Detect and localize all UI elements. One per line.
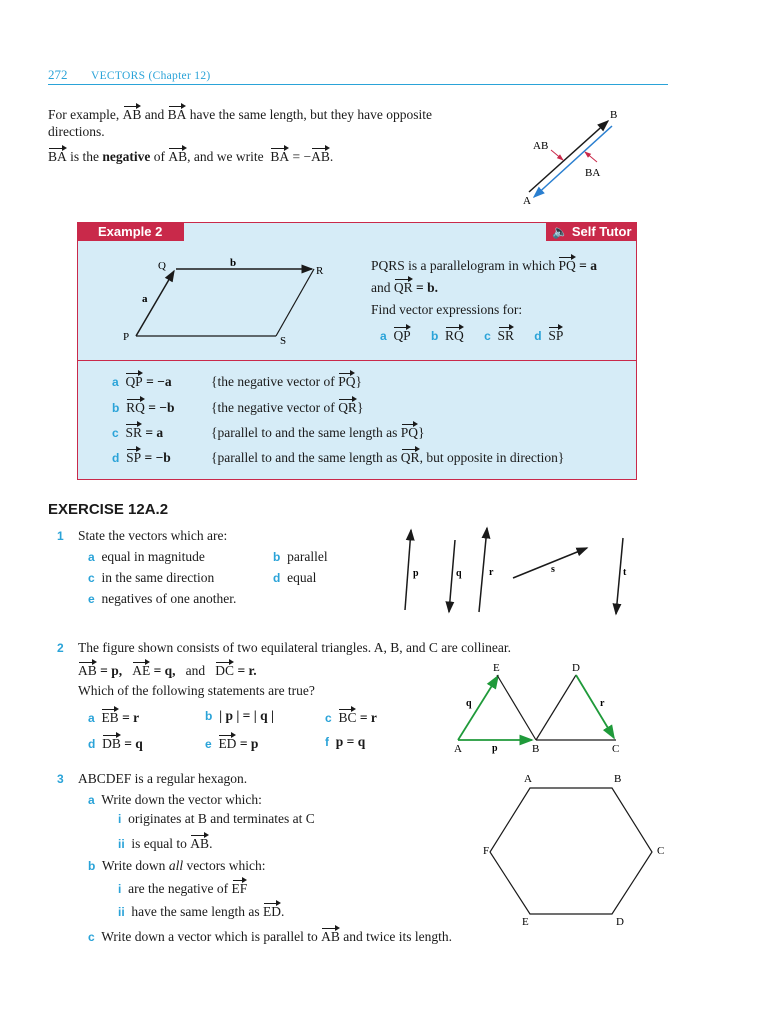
label-e: E bbox=[493, 662, 500, 674]
q2-opt-c: c BC = r bbox=[325, 707, 377, 727]
label-a: a bbox=[142, 293, 148, 305]
solution-b: b RQ = −b bbox=[112, 397, 175, 417]
label-b: B bbox=[614, 773, 622, 785]
q3-part-a: a Write down the vector which: bbox=[88, 792, 262, 807]
intro-line-2: directions. bbox=[48, 124, 105, 139]
label-b: B bbox=[610, 109, 618, 121]
vector-ba-line bbox=[534, 126, 612, 197]
example-divider bbox=[77, 360, 637, 361]
label-p: p bbox=[413, 568, 419, 579]
label-b: B bbox=[532, 743, 540, 755]
hexagon-figure bbox=[480, 768, 670, 930]
exercise-title: EXERCISE 12A.2 bbox=[48, 501, 169, 518]
label-r: R bbox=[316, 265, 324, 277]
label-t: t bbox=[623, 567, 627, 578]
q1-opt-d: d equal bbox=[273, 570, 317, 585]
q1-opt-b: b parallel bbox=[273, 549, 328, 564]
label-q: Q bbox=[158, 260, 166, 272]
q1-stem: State the vectors which are: bbox=[78, 528, 228, 543]
q2-opt-d: d DB = q bbox=[88, 733, 143, 753]
q2-number: 2 bbox=[57, 641, 64, 655]
q3-part-a-i: i originates at B and terminates at C bbox=[118, 811, 315, 826]
q3-number: 3 bbox=[57, 772, 64, 786]
solution-d: d SP = −b bbox=[112, 447, 171, 467]
chapter-title: VECTORS (Chapter 12) bbox=[91, 70, 211, 82]
self-tutor-label: Self Tutor bbox=[571, 224, 632, 239]
label-s: S bbox=[280, 335, 287, 347]
label-p: p bbox=[492, 743, 498, 754]
solution-a-reason: {the negative vector of PQ} bbox=[211, 371, 362, 391]
q1-opt-a: a equal in magnitude bbox=[88, 549, 205, 564]
label-q: q bbox=[456, 568, 462, 579]
q3-part-a-ii: ii is equal to AB. bbox=[118, 833, 212, 853]
label-a: A bbox=[523, 195, 531, 207]
solution-d-reason: {parallel to and the same length as QR, but opposite in direction} bbox=[211, 447, 564, 467]
label-r: r bbox=[600, 698, 605, 709]
solution-c-reason: {parallel to and the same length as PQ} bbox=[211, 422, 425, 442]
q3-part-b-ii: ii have the same length as ED. bbox=[118, 901, 284, 921]
q1-opt-c: c in the same direction bbox=[88, 570, 215, 585]
q1-vectors-figure bbox=[395, 520, 640, 620]
label-a: A bbox=[524, 773, 532, 785]
example-prompt-1: PQRS is a parallelogram in which PQ = a bbox=[371, 255, 597, 275]
label-r: r bbox=[489, 567, 494, 578]
q2-opt-b: b | p | = | q | bbox=[205, 708, 274, 723]
solution-a: a QP = −a bbox=[112, 371, 172, 391]
q2-stem: The figure shown consists of two equilateral triangles. A, B, and C are collinear. bbox=[78, 640, 512, 655]
q3-part-b-i: i are the negative of EF bbox=[118, 878, 247, 898]
label-p: P bbox=[123, 331, 130, 343]
q3-stem: ABCDEF is a regular hexagon. bbox=[78, 771, 248, 786]
example-title: Example 2 bbox=[78, 223, 184, 241]
label-ab: AB bbox=[533, 140, 549, 152]
example-prompt-3: Find vector expressions for: bbox=[371, 302, 523, 317]
intro-line-1: For example, AB and BA have the same length, but they have opposite bbox=[48, 104, 432, 124]
label-d: D bbox=[572, 662, 580, 674]
example-parts: a QP b RQ c SR d SP bbox=[380, 325, 563, 345]
ab-ba-figure bbox=[515, 100, 645, 210]
example-prompt-2: and QR = b. bbox=[371, 277, 438, 297]
label-c: C bbox=[612, 743, 620, 755]
q2-opt-a: a EB = r bbox=[88, 707, 139, 727]
parallelogram-figure bbox=[118, 252, 328, 350]
label-f: F bbox=[483, 845, 490, 857]
label-d: D bbox=[616, 916, 624, 928]
q3-part-b: b Write down all vectors which: bbox=[88, 858, 266, 873]
solution-b-reason: {the negative vector of QR} bbox=[211, 397, 363, 417]
speaker-icon: 🔈 bbox=[552, 224, 569, 239]
q1-opt-e: e negatives of one another. bbox=[88, 591, 237, 606]
solution-c: c SR = a bbox=[112, 422, 163, 442]
intro-line-3: BA is the negative of AB, and we write BA = −AB. bbox=[48, 146, 333, 166]
self-tutor-badge[interactable] bbox=[546, 223, 636, 241]
q2-triangles-figure bbox=[450, 658, 635, 758]
q2-line-2: AB = p, AE = q, and DC = r. bbox=[78, 660, 257, 680]
label-e: E bbox=[522, 916, 529, 928]
q2-opt-e: e ED = p bbox=[205, 733, 258, 753]
header-rule bbox=[48, 84, 668, 85]
label-q: q bbox=[466, 698, 472, 709]
q1-number: 1 bbox=[57, 529, 64, 543]
label-ba: BA bbox=[585, 167, 601, 179]
label-b: b bbox=[230, 257, 237, 269]
label-a: A bbox=[454, 743, 462, 755]
label-s: s bbox=[551, 564, 555, 575]
hexagon-shape bbox=[490, 788, 652, 914]
page-number: 272 bbox=[48, 67, 68, 82]
vector-ab-line bbox=[529, 121, 608, 192]
label-c: C bbox=[657, 845, 665, 857]
q3-part-c: c Write down a vector which is parallel to AB and twice its length. bbox=[88, 926, 452, 946]
q2-opt-f: f p = q bbox=[325, 734, 366, 749]
q2-line-3: Which of the following statements are true? bbox=[78, 683, 315, 698]
